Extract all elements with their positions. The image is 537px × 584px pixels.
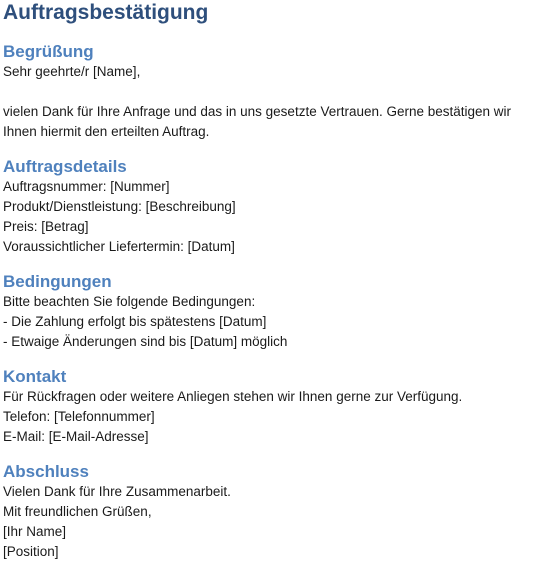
signature-name: [Ihr Name] [3, 524, 67, 539]
section-heading-contact: Kontakt [3, 367, 67, 386]
order-number-line: Auftragsnummer: [Nummer] [3, 179, 170, 194]
contact-intro: Für Rückfragen oder weitere Anliegen stehen wir Ihnen gerne zur Verfügung. [3, 389, 463, 404]
greeting-body: vielen Dank für Ihre Anfrage und das in uns gesetzte Vertrauen. Gerne bestätigen wir Ihnen hiermit den erteilten Auftrag. [3, 104, 512, 139]
document-title: Auftragsbestätigung [3, 1, 209, 24]
document [3, 0, 535, 562]
section-heading-details: Auftragsdetails [3, 157, 127, 176]
conditions-intro: Bitte beachten Sie folgende Bedingungen: [3, 294, 256, 309]
contact-email: E-Mail: [E-Mail-Adresse] [3, 429, 149, 444]
conditions-item: - Die Zahlung erfolgt bis spätestens [Datum] [3, 314, 267, 329]
price-line: Preis: [Betrag] [3, 219, 89, 234]
signature-position: [Position] [3, 544, 59, 559]
closing-regards: Mit freundlichen Grüßen, [3, 504, 152, 519]
product-line: Produkt/Dienstleistung: [Beschreibung] [3, 199, 236, 214]
greeting-salutation: Sehr geehrte/r [Name], [3, 64, 141, 79]
contact-phone: Telefon: [Telefonnummer] [3, 409, 155, 424]
delivery-line: Voraussichtlicher Liefertermin: [Datum] [3, 239, 235, 254]
section-heading-greeting: Begrüßung [3, 42, 94, 61]
conditions-item: - Etwaige Änderungen sind bis [Datum] möglich [3, 334, 288, 349]
closing-thanks: Vielen Dank für Ihre Zusammenarbeit. [3, 484, 231, 499]
section-heading-closing: Abschluss [3, 462, 89, 481]
section-heading-conditions: Bedingungen [3, 272, 112, 291]
